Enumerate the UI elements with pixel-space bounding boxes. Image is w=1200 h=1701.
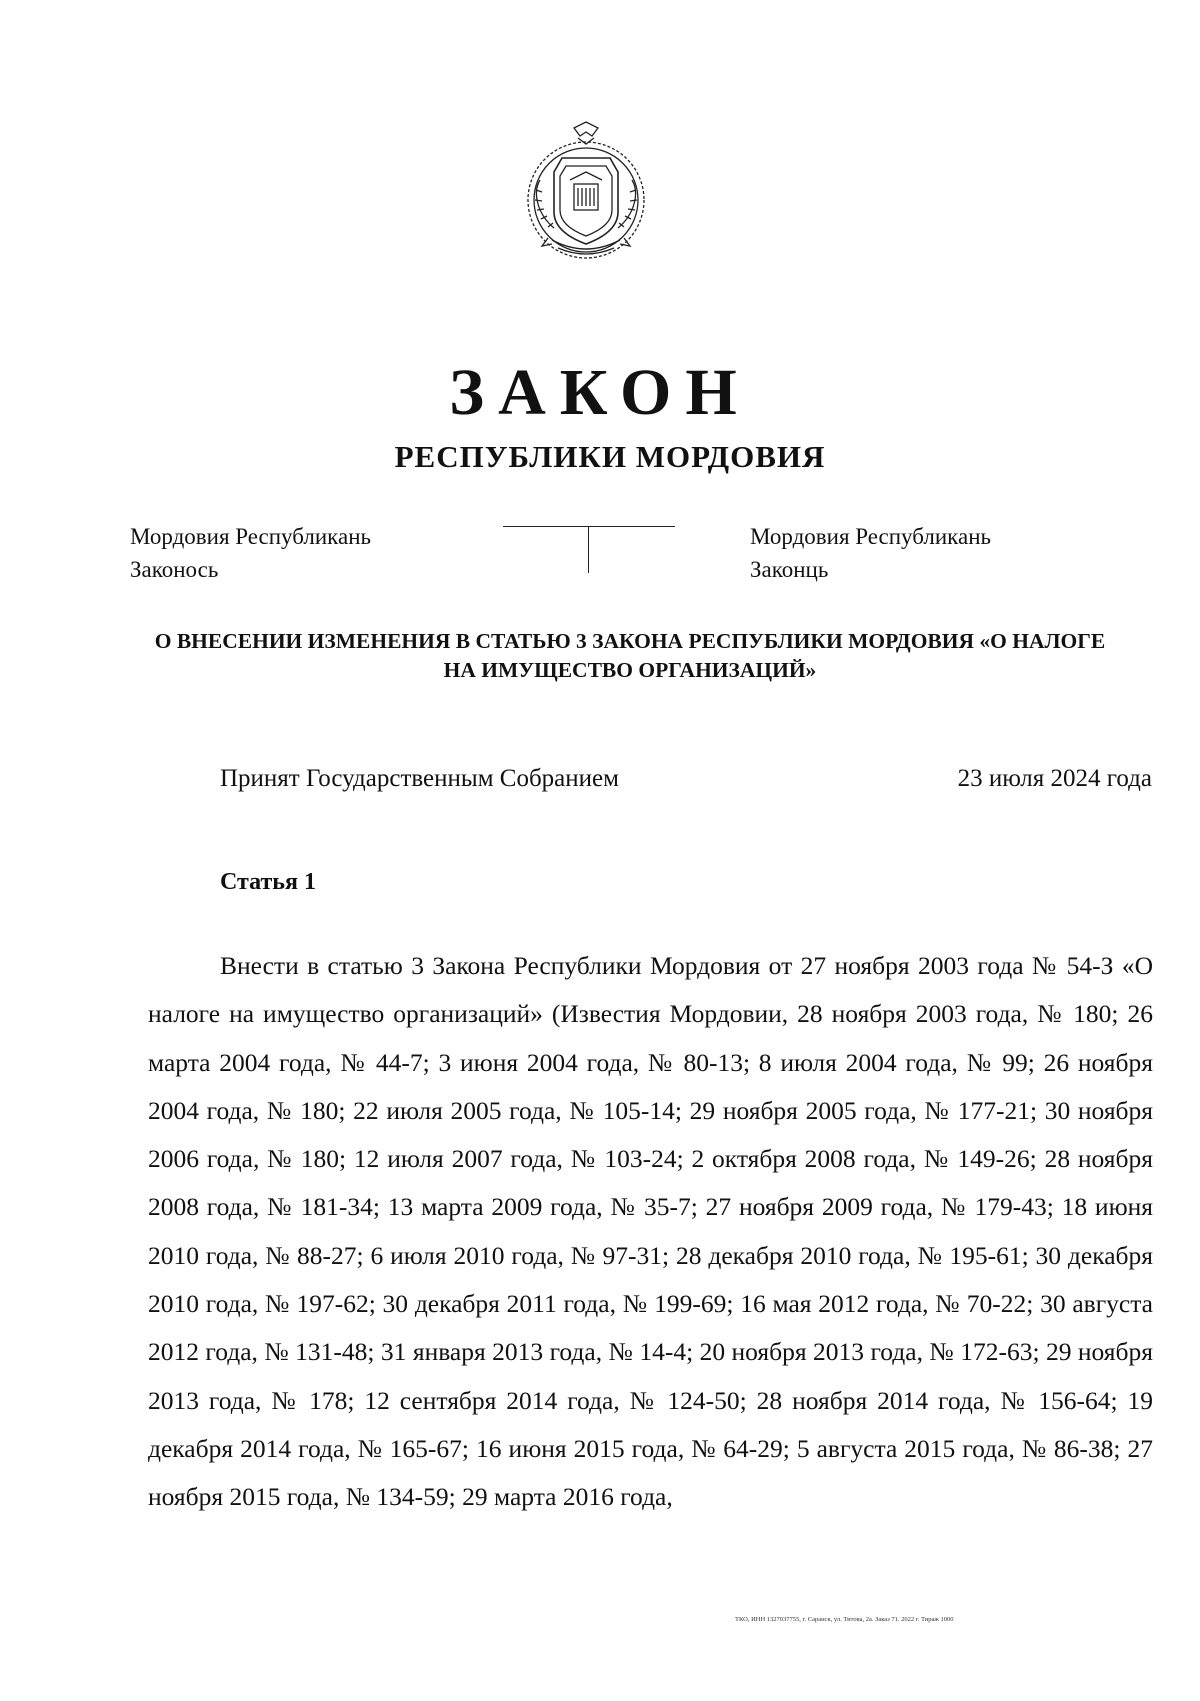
title-mordovian-right-line2: Законць	[750, 557, 829, 582]
adoption-date: 23 июля 2024 года	[957, 765, 1152, 792]
article-heading: Статья 1	[220, 869, 316, 895]
title-mordovian-left-line1: Мордовия Республикань	[130, 524, 372, 549]
divider-vertical	[588, 526, 589, 573]
title-mordovian-right	[750, 520, 991, 586]
divider-horizontal	[503, 526, 675, 527]
document-title: ЗАКОН	[449, 356, 751, 429]
title-mordovian-right-line1: Мордовия Республикань	[750, 524, 992, 549]
document-subtitle: РЕСПУБЛИКИ МОРДОВИЯ	[394, 439, 826, 474]
print-imprint: ТКО, ИНН 1327037755, г. Саранск, ул. Титова, 2а. Заказ 71. 2022 г. Тираж 1000	[735, 1616, 954, 1623]
law-title: О ВНЕСЕНИИ ИЗМЕНЕНИЯ В СТАТЬЮ 3 ЗАКОНА РЕСПУБЛИКИ МОРДОВИЯ «О НАЛОГЕ НА ИМУЩЕСТВО ОРГАНИЗАЦИЙ»	[154, 629, 1106, 682]
title-mordovian-left	[130, 520, 371, 586]
coat-of-arms-icon	[518, 120, 654, 266]
article-body: Внести в статью 3 Закона Республики Мордовия от 27 ноября 2003 года № 54-З «О налоге на имущество организаций» (Известия Мордовии, 28 ноября 2003 года, № 180; 26 марта 2004 года, № 44-7; 3 июня 2004 года, № 80-13; 8 июля 2004 года, № 99; 26 ноября 2004 года, № 180; 22 июля 2005 года, № 105-14; 29 ноября 2005 года, № 177-21; 30 ноября 2006 года, № 180; 12 июля 2007 года, № 103-24; 2 октября 2008 года, № 149-26; 28 ноября 2008 года, № 181-34; 13 марта 2009 года, № 35-7; 27 ноября 2009 года, № 179-43; 18 июня 2010 года, № 88-27; 6 июля 2010 года, № 97-31; 28 декабря 2010 года, № 195-61; 30 декабря 2010 года, № 197-62; 30 декабря 2011 года, № 199-69; 16 мая 2012 года, № 70-22; 30 августа 2012 года, № 131-48; 31 января 2013 года, № 14-4; 20 ноября 2013 года, № 172-63; 29 ноября 2013 года, № 178; 12 сентября 2014 года, № 124-50; 28 ноября 2014 года, № 156-64; 19 декабря 2014 года, № 165-67; 16 июня 2015 года, № 64-29; 5 августа 2015 года, № 86-38; 27 ноября 2015 года, № 134-59; 29 марта 2016 года,	[148, 951, 1153, 1512]
adoption-label: Принят Государственным Собранием	[220, 765, 619, 792]
title-mordovian-left-line2: Законось	[130, 557, 219, 582]
